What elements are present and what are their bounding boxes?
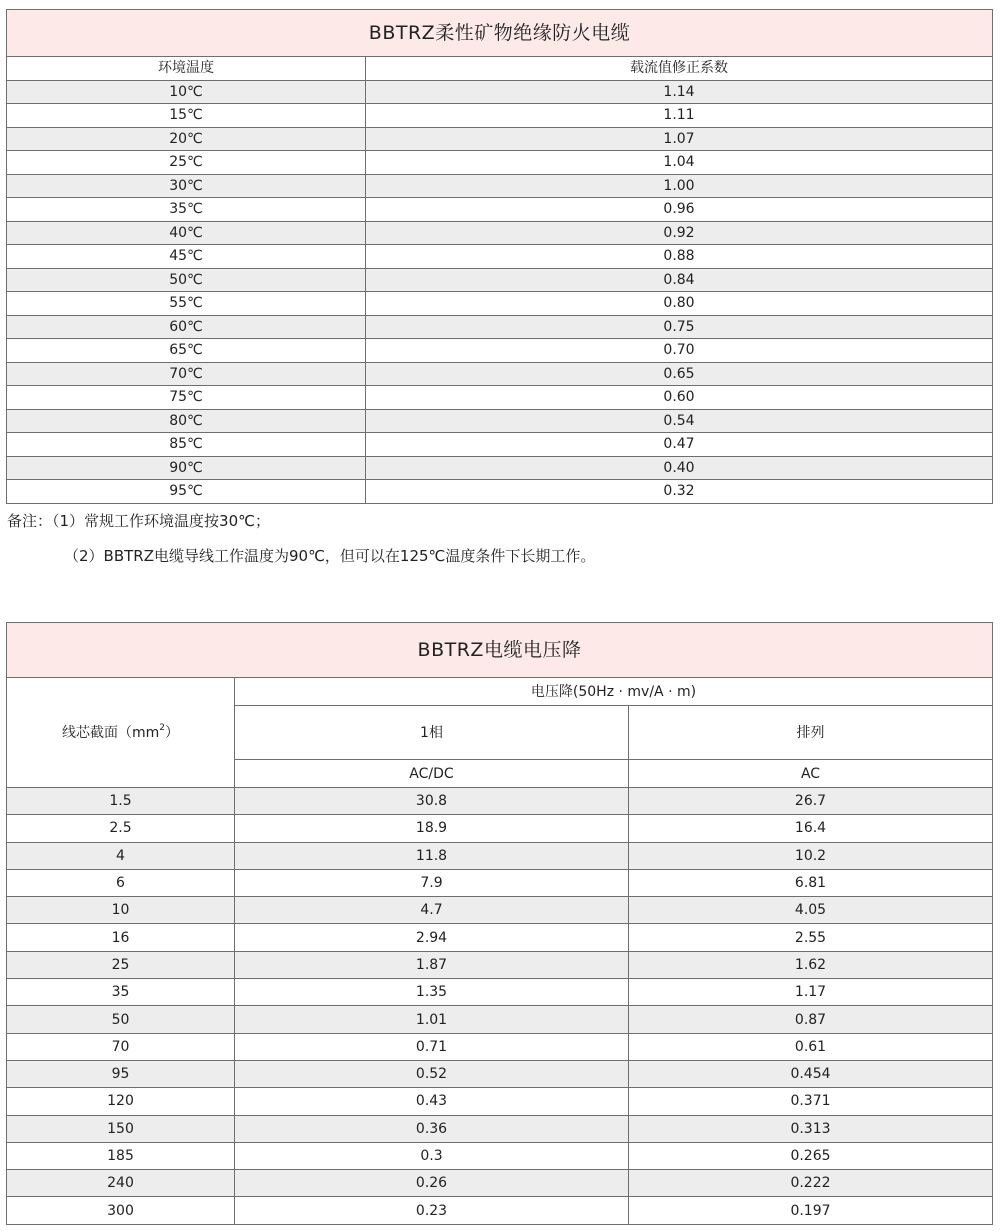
temperature-cell: 35℃ [7,198,366,222]
temperature-cell: 40℃ [7,221,366,245]
note-line-2: （2）BBTRZ电缆导线工作温度为90℃，但可以在125℃温度条件下长期工作。 [64,547,596,565]
arrangement-cell: 0.61 [629,1033,993,1060]
cross-section-cell: 300 [7,1197,235,1224]
cross-section-cell: 50 [7,1006,235,1033]
table-row [7,409,993,433]
table-row [7,788,993,815]
table2-body [7,788,993,1225]
arrangement-cell: 0.197 [629,1197,993,1224]
temperature-cell: 25℃ [7,151,366,175]
temperature-cell: 80℃ [7,409,366,433]
arrangement-cell: 1.62 [629,951,993,978]
correction-factor-cell: 0.47 [366,433,993,457]
table-row [7,1088,993,1115]
single-phase-cell: 4.7 [235,897,629,924]
arrangement-cell: 6.81 [629,869,993,896]
cross-section-cell: 25 [7,951,235,978]
correction-factor-cell: 1.04 [366,151,993,175]
table-row [7,456,993,480]
temperature-cell: 30℃ [7,174,366,198]
single-phase-cell: 0.52 [235,1060,629,1087]
single-phase-cell: 30.8 [235,788,629,815]
temperature-cell: 55℃ [7,292,366,316]
temperature-cell: 60℃ [7,315,366,339]
correction-factor-cell: 0.40 [366,456,993,480]
temperature-cell: 20℃ [7,127,366,151]
cross-section-cell: 185 [7,1142,235,1169]
table-row [7,815,993,842]
single-phase-cell: 0.36 [235,1115,629,1142]
correction-factor-cell: 1.00 [366,174,993,198]
arrangement-cell: 26.7 [629,788,993,815]
conductor-header-superscript: 2 [159,722,165,733]
header-ac: AC [629,760,993,788]
table-row [7,897,993,924]
table-row [7,842,993,869]
cross-section-cell: 150 [7,1115,235,1142]
arrangement-cell: 0.222 [629,1170,993,1197]
single-phase-cell: 1.01 [235,1006,629,1033]
temperature-cell: 70℃ [7,362,366,386]
table-row [7,480,993,504]
table1-title: BBTRZ柔性矿物绝缘防火电缆 [7,10,993,57]
table-row [7,80,993,104]
correction-factor-cell: 0.75 [366,315,993,339]
correction-factor-cell: 0.84 [366,268,993,292]
table-row [7,1142,993,1169]
cross-section-cell: 1.5 [7,788,235,815]
single-phase-cell: 0.43 [235,1088,629,1115]
arrangement-cell: 0.454 [629,1060,993,1087]
header-voltage-drop: 电压降(50Hz · mv/A · m) [235,678,993,706]
table-row [7,174,993,198]
correction-factor-cell: 0.92 [366,221,993,245]
table-row [7,292,993,316]
single-phase-cell: 0.23 [235,1197,629,1224]
table-row [7,1170,993,1197]
notes-label: 备注： [7,512,53,530]
arrangement-cell: 4.05 [629,897,993,924]
single-phase-cell: 7.9 [235,869,629,896]
arrangement-cell: 10.2 [629,842,993,869]
table-row [7,151,993,175]
table-row [7,339,993,363]
table-row [7,362,993,386]
temperature-cell: 10℃ [7,80,366,104]
table1-body [7,80,993,503]
table-row [7,433,993,457]
single-phase-cell: 0.71 [235,1033,629,1060]
single-phase-cell: 0.26 [235,1170,629,1197]
single-phase-cell: 1.35 [235,979,629,1006]
cross-section-cell: 10 [7,897,235,924]
arrangement-cell: 1.17 [629,979,993,1006]
cross-section-cell: 4 [7,842,235,869]
table-row [7,1006,993,1033]
header-arrangement: 排列 [629,706,993,760]
cross-section-cell: 240 [7,1170,235,1197]
cross-section-cell: 95 [7,1060,235,1087]
temperature-cell: 85℃ [7,433,366,457]
cross-section-cell: 6 [7,869,235,896]
temperature-cell: 95℃ [7,480,366,504]
cross-section-cell: 16 [7,924,235,951]
table-row [7,1060,993,1087]
cross-section-cell: 120 [7,1088,235,1115]
correction-factor-cell: 0.54 [366,409,993,433]
note-line-1: （1）常规工作环境温度按30℃； [52,512,270,530]
table-row [7,386,993,410]
header-single-phase: 1相 [235,706,629,760]
temperature-cell: 65℃ [7,339,366,363]
correction-factor-cell: 0.70 [366,339,993,363]
single-phase-cell: 1.87 [235,951,629,978]
correction-factor-cell: 1.14 [366,80,993,104]
correction-factor-cell: 0.32 [366,480,993,504]
arrangement-cell: 0.371 [629,1088,993,1115]
header-correction-factor: 载流值修正系数 [366,57,993,81]
cross-section-cell: 2.5 [7,815,235,842]
temperature-cell: 75℃ [7,386,366,410]
correction-factor-cell: 1.07 [366,127,993,151]
table-row [7,127,993,151]
table-row [7,924,993,951]
table-row [7,315,993,339]
single-phase-cell: 2.94 [235,924,629,951]
conductor-header-close: ） [165,724,179,741]
header-ambient-temperature: 环境温度 [7,57,366,81]
table-row [7,1197,993,1224]
temperature-cell: 45℃ [7,245,366,269]
correction-factor-cell: 0.96 [366,198,993,222]
correction-factor-cell: 0.80 [366,292,993,316]
correction-factor-cell: 0.65 [366,362,993,386]
header-conductor-cross-section [7,678,235,788]
correction-factor-cell: 0.88 [366,245,993,269]
arrangement-cell: 0.265 [629,1142,993,1169]
correction-factor-cell: 1.11 [366,104,993,128]
cross-section-cell: 35 [7,979,235,1006]
table-row [7,1115,993,1142]
arrangement-cell: 2.55 [629,924,993,951]
current-correction-table [6,9,993,504]
arrangement-cell: 16.4 [629,815,993,842]
table-row [7,979,993,1006]
table-row [7,104,993,128]
table-row [7,245,993,269]
table-row [7,951,993,978]
arrangement-cell: 0.87 [629,1006,993,1033]
temperature-cell: 50℃ [7,268,366,292]
single-phase-cell: 11.8 [235,842,629,869]
table-row [7,221,993,245]
cross-section-cell: 70 [7,1033,235,1060]
table-row [7,198,993,222]
conductor-header-text: 线芯截面（mm [61,724,160,741]
table-row [7,268,993,292]
temperature-cell: 90℃ [7,456,366,480]
header-ac-dc: AC/DC [235,760,629,788]
table2-title: BBTRZ电缆电压降 [7,623,993,678]
correction-factor-cell: 0.60 [366,386,993,410]
table-row [7,1033,993,1060]
temperature-cell: 15℃ [7,104,366,128]
single-phase-cell: 18.9 [235,815,629,842]
voltage-drop-table [6,622,993,1225]
table-row [7,869,993,896]
arrangement-cell: 0.313 [629,1115,993,1142]
single-phase-cell: 0.3 [235,1142,629,1169]
